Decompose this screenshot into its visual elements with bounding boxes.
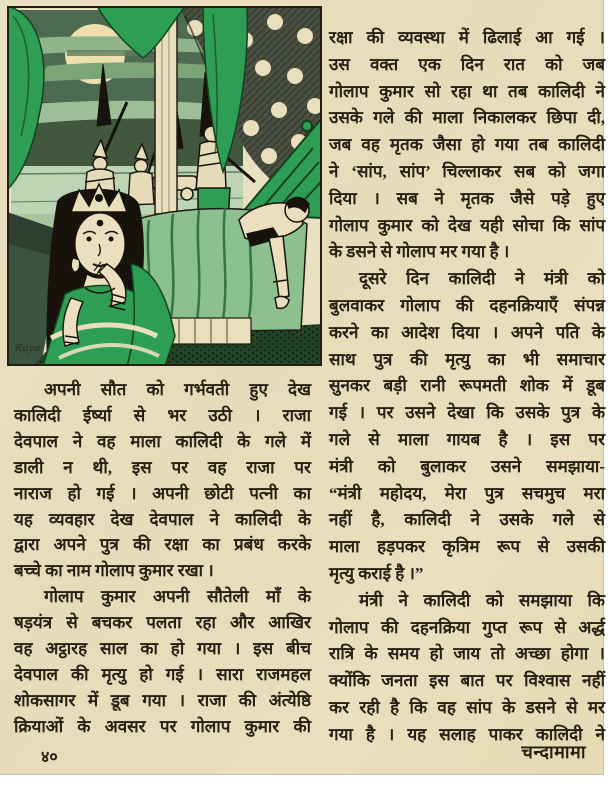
text-line: गोलाप की दहनक्रिया गुप्त रूप से अर्द्ध	[329, 617, 605, 637]
text-line: दूसरे दिन कालिदी ने मंत्री को	[359, 269, 605, 289]
text-line: उस वक्त एक दिन रात को जब	[329, 54, 605, 74]
text-line: माला हड़पकर कृत्रिम रूप से उसकी	[329, 537, 605, 557]
artist-signature: Raya	[14, 342, 43, 354]
text-line: दिया । सब ने मृतक जैसे पड़े हुए	[329, 188, 605, 208]
text-line: के डसने से गोलाप मर गया है ।	[329, 242, 510, 262]
right-text-column	[329, 25, 605, 749]
text-line: क्योंकि जनता इस बात पर विश्वास नहीं	[329, 671, 605, 691]
text-line: क्रियाओं के अवसर पर गोलाप कुमार की	[14, 716, 311, 736]
left-text-column	[14, 377, 311, 740]
text-line: “मंत्री महोदय, मेरा पुत्र सचमुच मरा	[329, 483, 605, 503]
text-line: डाली न थी, इस पर वह राजा पर	[14, 457, 311, 477]
text-line: मंत्री को बुलाकर उसने समझाया-	[329, 456, 605, 476]
text-line: गोलाप कुमार को देख यही सोचा कि सांप	[329, 215, 605, 235]
page-number: ४०	[41, 749, 58, 766]
text-line: जब वह मृतक जैसा हो गया तब कालिदी	[329, 135, 605, 155]
text-line: गोलाप कुमार सो रहा था तब कालिदी ने	[329, 81, 605, 101]
text-line: देवपाल ने वह माला कालिदी के गले में	[14, 431, 311, 451]
text-line: देवपाल की मृत्यु हो गई । सारा राजमहल	[14, 664, 311, 684]
text-line: मंत्री ने कालिदी को समझाया कि	[359, 590, 605, 610]
text-line: षड़यंत्र से बचकर पलता रहा और आखिर	[14, 613, 311, 633]
text-line: वह अट्ठारह साल का हो गया । इस बीच	[14, 639, 311, 659]
text-line: ने ‘सांप, सांप’ चिल्लाकर सब को जगा	[329, 161, 605, 181]
text-line: मृत्यु कराई है ।”	[329, 563, 424, 583]
text-line: रात्रि के समय हो जाय तो अच्छा होगा ।	[329, 644, 605, 664]
text-line: सुनकर बड़ी रानी रूपमती शोक में डूब	[329, 376, 605, 396]
text-line: नाराज हो गई । अपनी छोटी पत्नी का	[14, 483, 311, 503]
text-line: अपनी सौत को गर्भवती हुए देख	[44, 380, 311, 399]
text-line: कालिदी ईर्ष्या से भर उठी । राजा	[14, 405, 311, 425]
text-line: साथ पुत्र की मृत्यु का भी समाचार	[329, 349, 605, 369]
text-line: गोलाप कुमार अपनी सौतेली माँ के	[44, 587, 311, 607]
text-line: गई । पर उसने देखा कि उसके पुत्र के	[329, 403, 605, 423]
text-line: गले से माला गायब है । इस पर	[329, 429, 605, 449]
text-line: उसके गले की माला निकालकर छिपा दी,	[329, 108, 605, 128]
text-line: बच्चे का नाम गोलाप कुमार रखा ।	[14, 561, 214, 581]
story-illustration	[7, 6, 322, 366]
magazine-title: चन्दामामा	[521, 742, 586, 762]
text-line: द्वारा अपने पुत्र की रक्षा का प्रबंध करके	[14, 535, 311, 555]
text-line: नहीं है, कालिदी ने उसके गले से	[329, 510, 605, 530]
text-line: रक्षा की व्यवस्था में ढिलाई आ गई ।	[329, 28, 605, 47]
text-line: यह व्यवहार देख देवपाल ने कालिदी के	[14, 509, 311, 529]
text-line: करने का आदेश दिया । अपने पति के	[329, 322, 605, 342]
text-line: कर रही है कि वह सांप के डसने से मर	[329, 697, 605, 717]
illustration-art	[7, 6, 322, 366]
text-line: बुलवाकर गोलाप की दहनक्रियाएँ संपन्न	[329, 295, 605, 315]
text-line: शोकसागर में डूब गया । राजा की अंत्येष्ठि	[14, 690, 311, 710]
text-line: गया है । यह सलाह पाकर कालिदी ने	[329, 724, 605, 744]
queen-earring	[71, 258, 79, 272]
